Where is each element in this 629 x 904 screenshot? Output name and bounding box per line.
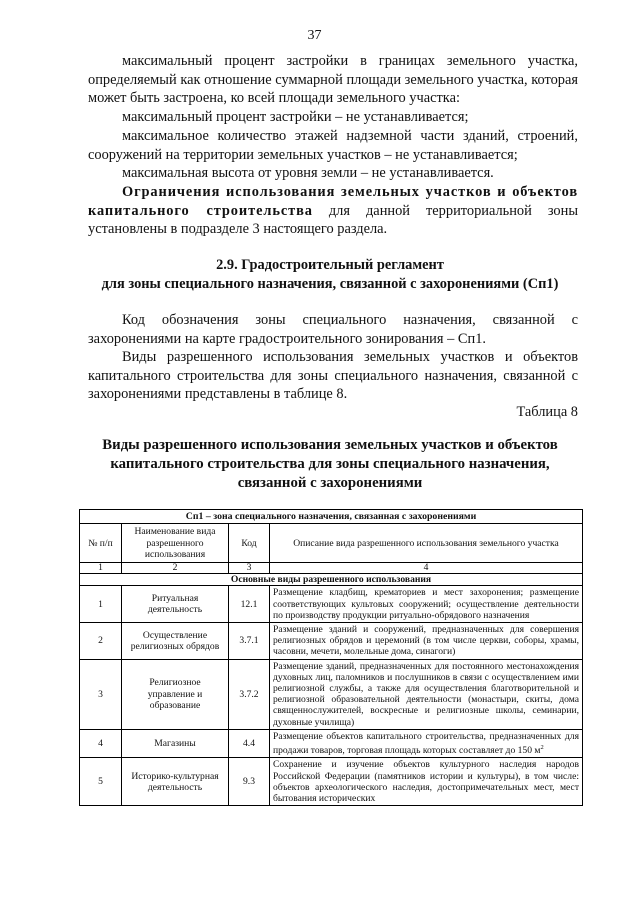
- section-title-line-1: 2.9. Градостроительный регламент: [216, 257, 444, 273]
- row-desc-text: Размещение объектов капитального строительства, предназначенных для продажи товаров, торговая площадь которых составляет до 150 м: [273, 730, 580, 757]
- table-reference: Таблица 8: [516, 404, 578, 420]
- row-code: 4.4: [229, 729, 270, 758]
- row-code: 12.1: [229, 586, 270, 623]
- row-num: 5: [80, 758, 122, 806]
- usage-types-table: [79, 509, 583, 806]
- table-row: [80, 729, 583, 758]
- table-row: [80, 659, 583, 729]
- table-title-line-3: связанной с захоронениями: [237, 475, 423, 491]
- paragraph-zone-code: Код обозначения зоны специального назначения, связанной с захоронениями на карте градостроительного зонирования – Сп1.: [88, 312, 578, 347]
- row-name: Магазины: [122, 729, 229, 758]
- row-desc: Размещение зданий и сооружений, предназначенных для совершения религиозных обрядов и церемоний (в том числе церкви, соборы, храмы, часовни, мечети, молельные дома, синагоги): [270, 623, 583, 660]
- row-desc-superscript: 2: [540, 744, 544, 752]
- paragraph-restrictions: [88, 183, 578, 239]
- restrictions-rest-text: для данной территориальной зоны установлены в подразделе 3 настоящего раздела.: [88, 202, 578, 238]
- zone-header-row: [80, 510, 583, 524]
- restrictions-bold-text: Ограничения использования земельных участков и объектов капитального строительства: [88, 184, 578, 219]
- row-desc: Сохранение и изучение объектов культурного наследия народов Российской Федерации (памятников истории и культуры), в том числе: объектов археологического наследия, достопримечательных мест, мест бытования исторических: [270, 758, 583, 806]
- table-title-line-2: капитального строительства для зоны специального назначения,: [110, 456, 550, 472]
- row-desc: Размещение кладбищ, крематориев и мест захоронения; размещение соответствующих культовых сооружений; осуществление деятельности по производству продукции ритуально-обрядового назначения: [270, 586, 583, 623]
- group-main-row: [80, 574, 583, 586]
- paragraph-max-build-percent: максимальный процент застройки в границах земельного участка, определяемый как отношение суммарной площади земельного участка, которая может быть застроена, ко всей площади земельного участка:: [88, 53, 578, 107]
- row-name: Ритуальная деятельность: [122, 586, 229, 623]
- section-title-line-2: для зоны специального назначения, связанной с захоронениями (Сп1): [101, 276, 559, 292]
- row-num: 2: [80, 623, 122, 660]
- row-code: 3.7.2: [229, 659, 270, 729]
- column-number-row: [80, 563, 583, 574]
- column-header-row: [80, 524, 583, 563]
- page-number: 37: [307, 28, 322, 43]
- col-number-1: 1: [80, 563, 122, 574]
- col-number-3: 3: [229, 563, 270, 574]
- row-code: 9.3: [229, 758, 270, 806]
- header-name: Наименование вида разрешенного использования: [122, 524, 229, 563]
- col-number-2: 2: [122, 563, 229, 574]
- group-main-cell: Основные виды разрешенного использования: [80, 574, 583, 586]
- header-code: Код: [229, 524, 270, 563]
- header-desc: Описание вида разрешенного использования земельного участка: [270, 524, 583, 563]
- row-num: 4: [80, 729, 122, 758]
- paragraph-build-percent-value: максимальный процент застройки – не устанавливается;: [122, 109, 469, 125]
- zone-header-cell: Сп1 – зона специального назначения, связанная с захоронениями: [80, 510, 583, 524]
- row-num: 3: [80, 659, 122, 729]
- row-name: Историко-культурная деятельность: [122, 758, 229, 806]
- paragraph-floors-value: максимальное количество этажей надземной части зданий, строений, сооружений на территории земельных участков – не устанавливается;: [88, 128, 578, 163]
- table-row: [80, 586, 583, 623]
- row-desc: Размещение зданий, предназначенных для постоянного местонахождения духовных лиц, паломников и послушников в связи с осуществлением ими религиозной службы, а также для осуществления благотворительной и религиозной образовательной деятельности (монастыри, скиты, дома священнослужителей, воскресные и религиозные школы, семинарии, духовные училища): [270, 659, 583, 729]
- paragraph-usage-types: Виды разрешенного использования земельных участков и объектов капитального строительства для зоны специального назначения, связанной с захоронениями представлены в таблице 8.: [88, 349, 578, 403]
- table-row: [80, 758, 583, 806]
- row-desc: [270, 729, 583, 758]
- col-number-4: 4: [270, 563, 583, 574]
- row-code: 3.7.1: [229, 623, 270, 660]
- table-row: [80, 623, 583, 660]
- row-num: 1: [80, 586, 122, 623]
- header-num: № п/п: [80, 524, 122, 563]
- paragraph-height-value: максимальная высота от уровня земли – не устанавливается.: [122, 165, 494, 181]
- row-name: Религиозное управление и образование: [122, 659, 229, 729]
- row-name: Осуществление религиозных обрядов: [122, 623, 229, 660]
- table-title-line-1: Виды разрешенного использования земельных участков и объектов: [102, 437, 558, 453]
